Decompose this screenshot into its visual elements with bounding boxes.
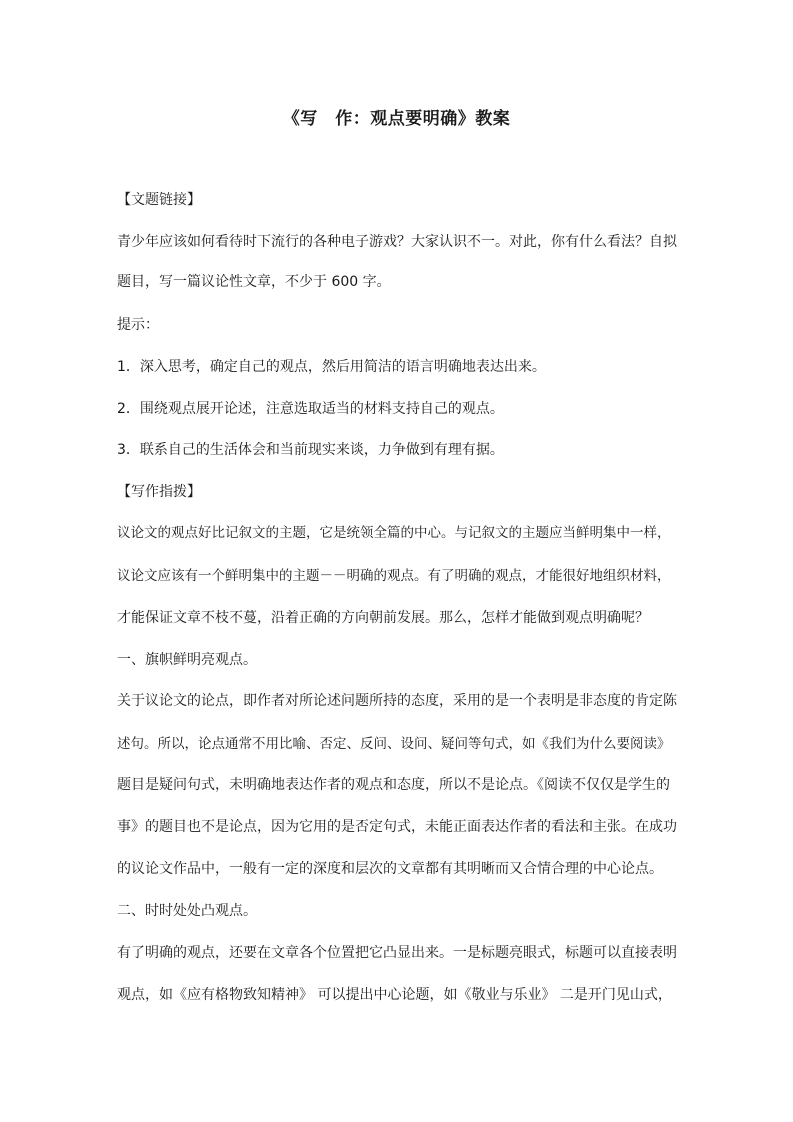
hint-item: 1．深入思考，确定自己的观点，然后用简洁的语言明确地表达出来。 bbox=[117, 359, 546, 375]
subheading: 二、时时处处凸观点。 bbox=[117, 903, 257, 919]
subheading: 一、旗帜鲜明亮观点。 bbox=[117, 652, 257, 668]
paragraph-line: 有了明确的观点，还要在文章各个位置把它凸显出来。一是标题亮眼式，标题可以直接表明 bbox=[117, 945, 677, 961]
paragraph-line: 述句。所以，论点通常不用比喻、否定、反问、设问、疑问等句式，如《我们为什么要阅读》 bbox=[117, 736, 671, 752]
paragraph-line: 青少年应该如何看待时下流行的各种电子游戏？大家认识不一。对此，你有什么看法？自拟 bbox=[117, 234, 677, 250]
paragraph-line: 观点，如《应有格物致知精神》 可以提出中心论题，如《敬业与乐业》 二是开门见山式， bbox=[117, 987, 672, 1003]
paragraph-line: 事》的题目也不是论点，因为它用的是否定句式，未能正面表达作者的看法和主张。在成功 bbox=[117, 819, 677, 835]
section-heading-guide: 【写作指拨】 bbox=[117, 484, 201, 500]
paragraph-line: 才能保证文章不枝不蔓，沿着正确的方向朝前发展。那么，怎样才能做到观点明确呢？ bbox=[117, 610, 649, 626]
section-heading-topic: 【文题链接】 bbox=[117, 192, 201, 208]
paragraph-line: 的议论文作品中，一般有一定的深度和层次的文章都有其明晰而又合情合理的中心论点。 bbox=[117, 861, 663, 877]
hint-item: 3．联系自己的生活体会和当前现实来谈，力争做到有理有据。 bbox=[117, 442, 504, 458]
paragraph-line: 关于议论文的论点，即作者对所论述问题所持的态度，采用的是一个表明是非态度的肯定陈 bbox=[117, 693, 677, 709]
paragraph-line: 题目是疑问句式，未明确地表达作者的观点和态度，所以不是论点。《阅读不仅仅是学生的 bbox=[117, 777, 670, 793]
paragraph-line: 题目，写一篇议论性文章，不少于 600 字。 bbox=[117, 274, 391, 290]
hint-item: 2．围绕观点展开论述，注意选取适当的材料支持自己的观点。 bbox=[117, 401, 504, 417]
hint-label: 提示： bbox=[117, 317, 159, 333]
paragraph-line: 议论文的观点好比记叙文的主题，它是统领全篇的中心。与记叙文的主题应当鲜明集中一样， bbox=[117, 525, 671, 541]
paragraph-line: 议论文应该有一个鲜明集中的主题－－明确的观点。有了明确的观点，才能很好地组织材料， bbox=[117, 568, 671, 584]
document-title: 《写 作：观点要明确》教案 bbox=[282, 109, 511, 129]
